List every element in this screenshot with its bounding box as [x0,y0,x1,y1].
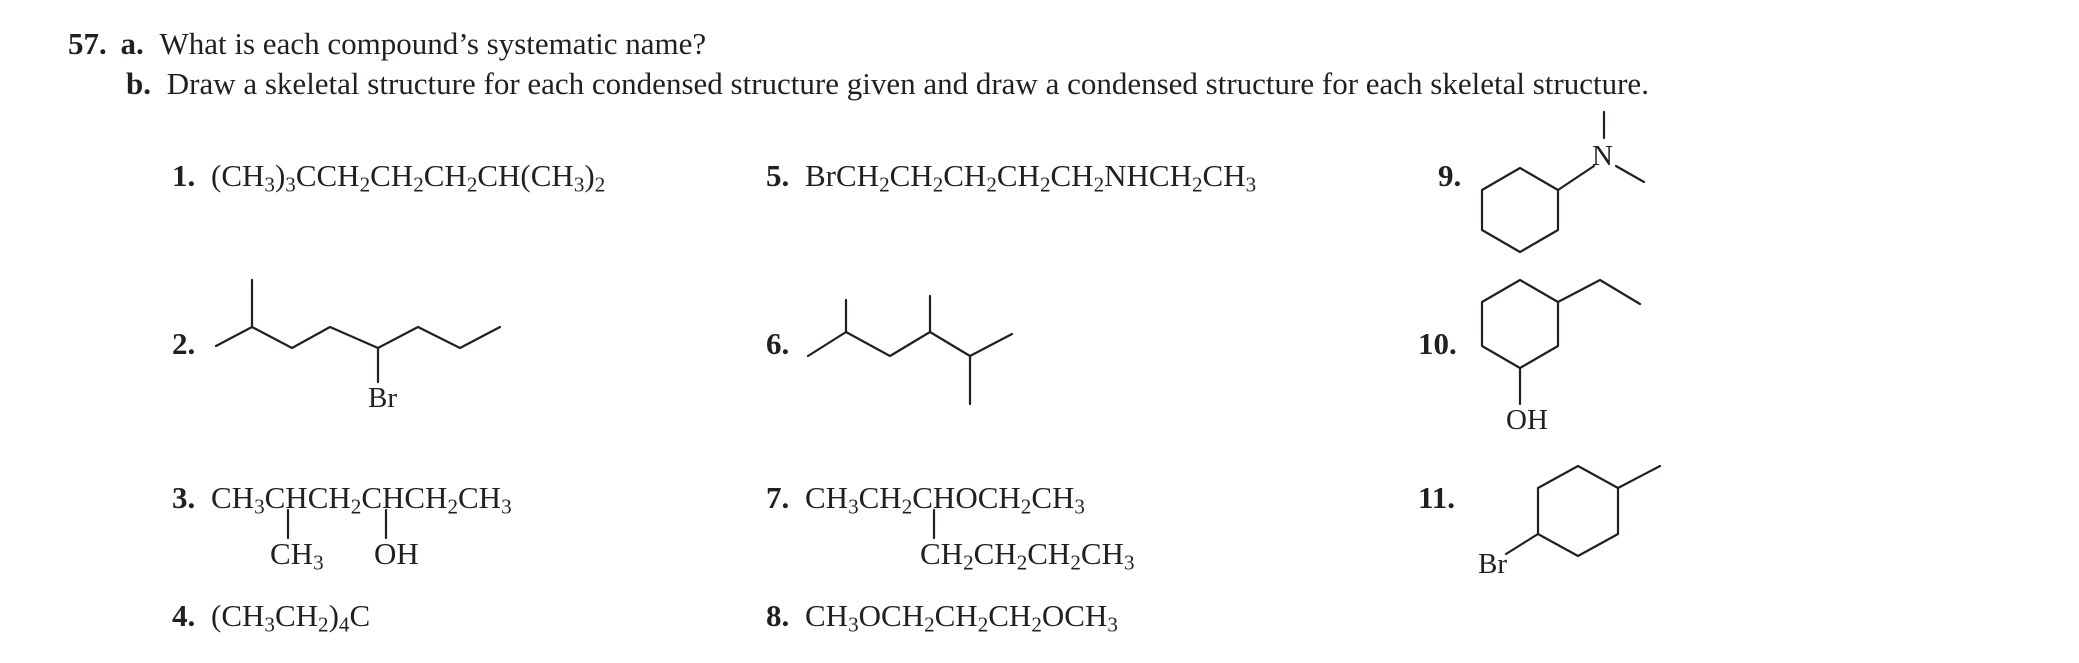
item-11-methyl [1618,466,1660,488]
condensed-formula: $CH_3CH_2CHOCH_2CH_3$ [805,480,1085,519]
item-6-chain [808,332,1012,356]
item-11-ring [1538,466,1618,556]
part-b-text: Draw a skeletal structure for each condensed structure given and draw a condensed structure for each skeletal structure. [166,66,1649,101]
item-10-oh-label: OH [1506,404,1548,436]
item-6-number: 6. [766,326,790,361]
item-2-number: 2. [172,326,196,361]
condensed-formula: $(CH_3)_3CCH_2CH_2CH_2CH(CH_3)_2$ [211,158,606,197]
condensed-formula: $(CH_3CH_2)_4C$ [211,598,371,637]
part-b-label: b. [126,66,151,101]
part-a-text: What is each compound’s systematic name? [159,26,707,61]
item-9-number: 9. [1438,158,1462,193]
item-3-substituent-ch3: $CH_3$ [270,536,324,575]
problem-number: 57. [68,26,107,61]
condensed-formula: $BrCH_2CH_2CH_2CH_2CH_2NHCH_2CH_3$ [805,158,1257,197]
item-2-br-label: Br [368,382,397,414]
item-9-n-label: N [1592,140,1613,172]
item-number: 3. [172,480,196,515]
item-11-br-label: Br [1478,548,1507,580]
item-number: 1. [172,158,196,193]
item-number: 4. [172,598,196,633]
item-10-ring [1482,280,1558,368]
item-9-ring-n-bond [1558,166,1594,190]
item-10-number: 10. [1418,326,1457,361]
item-9-n-methyl-right [1616,166,1644,182]
item-number: 5. [766,158,790,193]
item-number: 7. [766,480,790,515]
item-7-substituent: $CH_2CH_2CH_2CH_3$ [920,536,1135,575]
item-10-ethyl [1558,280,1640,304]
item-11-br-bond [1506,534,1538,554]
item-11-number: 11. [1418,480,1456,515]
condensed-formula: $CH_3CHCH_2CHCH_2CH_3$ [211,480,512,519]
item-9-ring [1482,168,1558,252]
item-2-chain [216,327,500,348]
part-a-label: a. [120,26,144,61]
condensed-formula: $CH_3OCH_2CH_2CH_2OCH_3$ [805,598,1118,637]
item-number: 8. [766,598,790,633]
item-3-substituent-oh: OH [374,536,419,571]
